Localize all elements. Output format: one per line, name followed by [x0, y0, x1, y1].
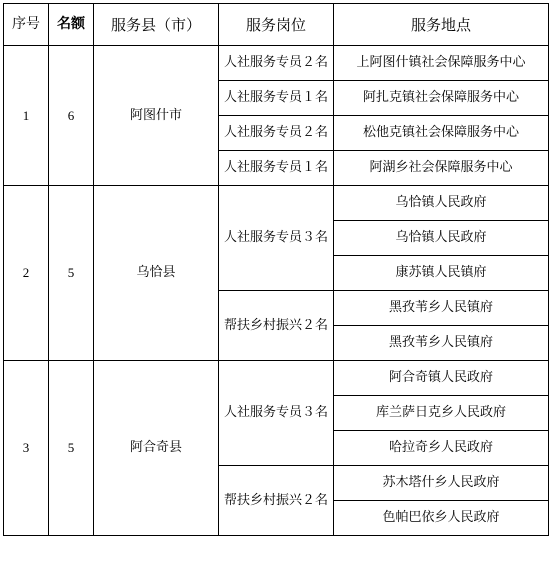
row-location: 阿合奇镇人民政府 — [334, 361, 549, 396]
header-row — [4, 4, 549, 46]
table-row — [4, 46, 549, 81]
row-county: 阿合奇县 — [94, 361, 219, 536]
header-position: 服务岗位 — [219, 4, 334, 46]
row-no: 2 — [4, 186, 49, 361]
row-location: 色帕巴依乡人民政府 — [334, 501, 549, 536]
row-location: 苏木塔什乡人民政府 — [334, 466, 549, 501]
row-no: 1 — [4, 46, 49, 186]
row-position: 人社服务专员２名 — [219, 46, 334, 81]
row-position: 帮扶乡村振兴２名 — [219, 466, 334, 536]
table-row — [4, 361, 549, 396]
row-location: 哈拉奇乡人民政府 — [334, 431, 549, 466]
row-location: 上阿图什镇社会保障服务中心 — [334, 46, 549, 81]
header-quota: 名额 — [49, 4, 94, 46]
row-county: 阿图什市 — [94, 46, 219, 186]
row-county: 乌恰县 — [94, 186, 219, 361]
header-no: 序号 — [4, 4, 49, 46]
row-position: 人社服务专员３名 — [219, 186, 334, 291]
row-location: 黑孜苇乡人民镇府 — [334, 291, 549, 326]
recruitment-table — [3, 3, 549, 536]
header-location: 服务地点 — [334, 4, 549, 46]
row-quota: 6 — [49, 46, 94, 186]
row-location: 乌恰镇人民政府 — [334, 221, 549, 256]
row-location: 阿湖乡社会保障服务中心 — [334, 151, 549, 186]
row-position: 帮扶乡村振兴２名 — [219, 291, 334, 361]
row-position: 人社服务专员１名 — [219, 151, 334, 186]
row-location: 阿扎克镇社会保障服务中心 — [334, 81, 549, 116]
row-location: 库兰萨日克乡人民政府 — [334, 396, 549, 431]
row-location: 黑孜苇乡人民镇府 — [334, 326, 549, 361]
row-quota: 5 — [49, 361, 94, 536]
row-quota: 5 — [49, 186, 94, 361]
row-location: 乌恰镇人民政府 — [334, 186, 549, 221]
row-position: 人社服务专员１名 — [219, 81, 334, 116]
row-position: 人社服务专员３名 — [219, 361, 334, 466]
row-location: 松他克镇社会保障服务中心 — [334, 116, 549, 151]
row-location: 康苏镇人民镇府 — [334, 256, 549, 291]
header-county: 服务县（市） — [94, 4, 219, 46]
row-no: 3 — [4, 361, 49, 536]
table-row — [4, 186, 549, 221]
row-position: 人社服务专员２名 — [219, 116, 334, 151]
